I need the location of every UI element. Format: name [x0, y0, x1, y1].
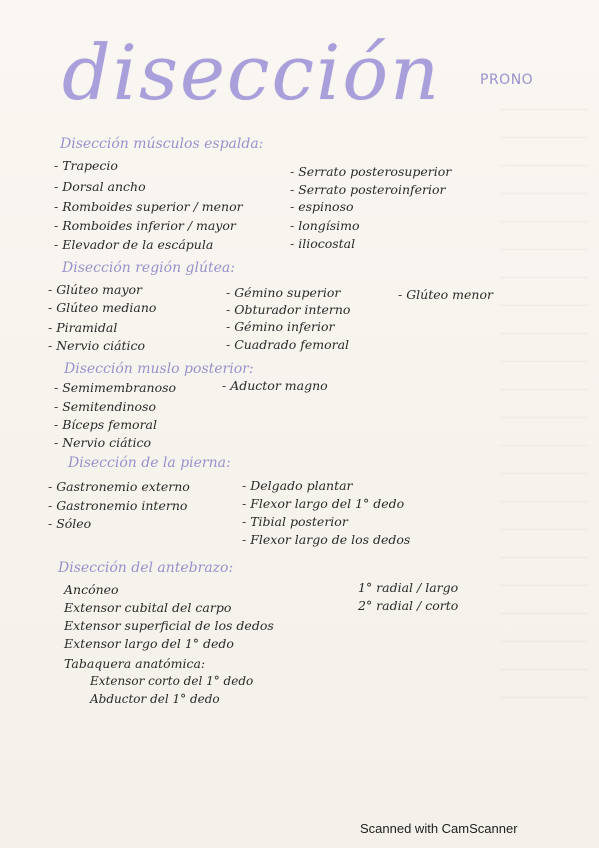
list-item: - Glúteo menor [398, 287, 493, 302]
list-item: - Semitendinoso [54, 399, 156, 414]
heading-muslo: Disección muslo posterior: [64, 361, 254, 377]
list-item: - Tibial posterior [242, 514, 348, 529]
list-item: - Flexor largo de los dedos [242, 532, 411, 547]
list-item: - Cuadrado femoral [226, 337, 350, 352]
list-item: - Glúteo mayor [48, 282, 143, 297]
list-item: Extensor cubital del carpo [64, 600, 232, 615]
list-item: - Glúteo mediano [48, 300, 157, 315]
list-item: - Romboides superior / menor [54, 199, 243, 214]
list-item: - Trapecio [54, 158, 118, 173]
list-item: - Flexor largo del 1° dedo [242, 496, 405, 511]
scanner-watermark: Scanned with CamScanner [360, 821, 518, 836]
list-item: - Gastronemio externo [48, 479, 190, 494]
list-item: 1° radial / largo [358, 580, 459, 595]
list-item: - Piramidal [48, 320, 118, 335]
list-item: - Delgado plantar [242, 478, 353, 493]
list-item: - Aductor magno [222, 378, 328, 393]
bleed-through-texture [499, 95, 589, 715]
list-item: - Nervio ciático [48, 338, 146, 353]
list-item: - Serrato posterosuperior [290, 164, 452, 179]
list-item: Extensor corto del 1° dedo [90, 674, 254, 688]
heading-espalda: Disección músculos espalda: [60, 136, 264, 152]
list-item: - iliocostal [290, 236, 356, 251]
list-item: 2° radial / corto [358, 598, 459, 613]
corner-note: PRONO [480, 72, 534, 88]
list-item: - Romboides inferior / mayor [54, 218, 236, 233]
list-item: - Gémino superior [226, 285, 341, 300]
list-item: - Semimembranoso [54, 380, 177, 395]
list-item: Abductor del 1° dedo [90, 692, 220, 706]
list-item: - Elevador de la escápula [54, 237, 214, 252]
list-item: - espinoso [290, 199, 354, 214]
list-item: Ancóneo [64, 582, 119, 597]
list-item: - longísimo [290, 218, 360, 233]
list-item: Tabaquera anatómica: [64, 656, 206, 671]
list-item: - Obturador interno [226, 302, 351, 317]
list-item: - Serrato posteroinferior [290, 182, 446, 197]
list-item: Extensor superficial de los dedos [64, 618, 274, 633]
heading-glutea: Disección región glútea: [62, 260, 235, 276]
heading-antebrazo: Disección del antebrazo: [58, 560, 234, 576]
list-item: - Bíceps femoral [54, 417, 157, 432]
page-title: disección [62, 28, 442, 117]
list-item: - Sóleo [48, 516, 92, 531]
list-item: - Gémino inferior [226, 319, 335, 334]
list-item: - Nervio ciático [54, 435, 152, 450]
heading-pierna: Disección de la pierna: [68, 455, 231, 471]
list-item: - Gastronemio interno [48, 498, 188, 513]
list-item: - Dorsal ancho [54, 179, 146, 194]
list-item: Extensor largo del 1° dedo [64, 636, 234, 651]
